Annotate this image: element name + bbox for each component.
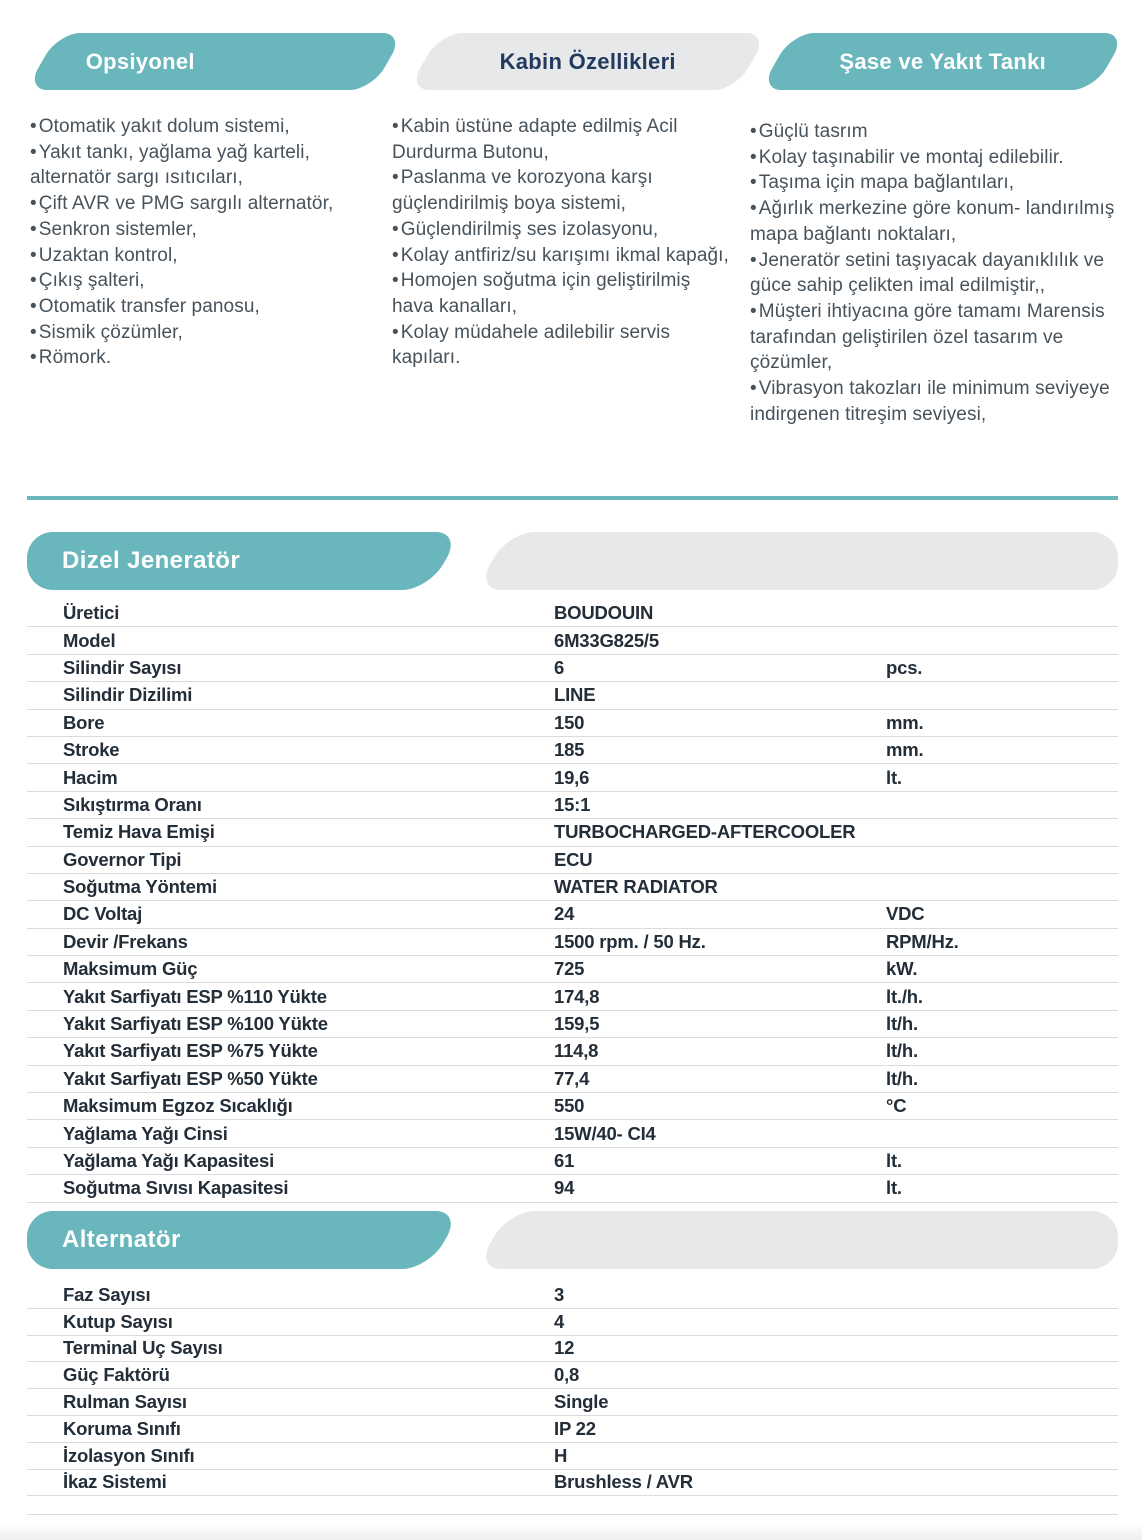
table-row (27, 847, 1118, 874)
table-row (27, 1470, 1118, 1497)
spec-label: Koruma Sınıfı (63, 1417, 181, 1439)
spec-value: 94 (554, 1177, 575, 1199)
table-row (27, 1148, 1118, 1175)
spec-label: Terminal Uç Sayısı (63, 1337, 223, 1359)
spec-unit: mm. (886, 739, 924, 761)
section-header-opsiyonel (26, 33, 405, 90)
list-item: • Kolay taşınabilir ve montaj edilebilir. (750, 145, 1124, 171)
list-item: • Müşteri ihtiyacına göre tamamı Marensis tarafından geliştirilen özel tasarım ve çözümler, (750, 299, 1124, 376)
table-row (27, 1038, 1118, 1065)
spec-value: LINE (554, 684, 596, 706)
table-row (27, 956, 1118, 983)
spec-unit: lt/h. (886, 1013, 918, 1035)
section-header-kabin-ozellikleri (408, 33, 769, 90)
table-row (27, 1336, 1118, 1363)
spec-label: DC Voltaj (63, 903, 143, 925)
spec-value: 114,8 (554, 1040, 599, 1062)
spec-value: Single (554, 1391, 609, 1413)
spec-value: 77,4 (554, 1067, 590, 1089)
list-item: • Senkron sistemler, (30, 217, 366, 243)
spec-label: Sıkıştırma Oranı (63, 793, 202, 815)
spec-value: Brushless / AVR (554, 1471, 693, 1493)
spec-unit: pcs. (886, 656, 923, 678)
section-header-sase-ve-yakit-tanki (760, 33, 1127, 90)
spec-label: Bore (63, 711, 105, 733)
section-title: Kabin Özellikleri (499, 48, 677, 74)
table-row (27, 1120, 1118, 1147)
list-item: • Homojen soğutma için geliştirilmiş hava kanalları, (392, 268, 734, 319)
spec-value: TURBOCHARGED-AFTERCOOLER (554, 821, 856, 843)
spec-label: İkaz Sistemi (63, 1471, 167, 1493)
list-item: • Çıkış şalteri, (30, 268, 366, 294)
table-row (27, 1011, 1118, 1038)
spec-unit: kW. (886, 958, 918, 980)
table-row (27, 710, 1118, 737)
banner-gray-shape (467, 532, 1118, 590)
spec-unit: RPM/Hz. (886, 930, 959, 952)
spec-table-alternator (27, 1282, 1118, 1496)
spec-label: Maksimum Güç (63, 958, 198, 980)
list-item: • Sismik çözümler, (30, 320, 366, 346)
spec-value: BOUDOUIN (554, 602, 654, 624)
spec-value: 550 (554, 1095, 585, 1117)
spec-unit: lt./h. (886, 985, 923, 1007)
spec-value: 6M33G825/5 (554, 629, 659, 651)
spec-unit: lt. (886, 1150, 902, 1171)
table-row (27, 901, 1118, 928)
spec-label: Yakıt Sarfiyatı ESP %100 Yükte (63, 1013, 328, 1035)
table-row (27, 1282, 1118, 1309)
list-item: • Güçlendirilmiş ses izolasyonu, (392, 217, 734, 243)
list-item: • Uzaktan kontrol, (30, 243, 366, 269)
spec-label: Hacim (63, 766, 118, 788)
table-row (27, 627, 1118, 654)
list-item: • Kabin üstüne adapte edilmiş Acil Durdurma Butonu, (392, 114, 734, 165)
table-row (27, 655, 1118, 682)
trailing-row-line (27, 1514, 1118, 1515)
spec-unit: lt/h. (886, 1067, 918, 1089)
spec-value: 725 (554, 958, 585, 980)
spec-label: Yağlama Yağı Kapasitesi (63, 1150, 275, 1171)
spec-value: WATER RADIATOR (554, 876, 718, 898)
spec-label: Model (63, 629, 116, 651)
table-banner-dizel-jenerator (27, 532, 1118, 590)
spec-label: Governor Tipi (63, 848, 182, 870)
section-title: Şase ve Yakıt Tankı (839, 48, 1047, 74)
feature-list-kabin-ozellikleri (392, 114, 734, 371)
spec-label: Stroke (63, 739, 120, 761)
list-item: • Vibrasyon takozları ile minimum seviyeye indirgenen titreşim seviyesi, (750, 376, 1124, 427)
table-row (27, 600, 1118, 627)
spec-label: Güç Faktörü (63, 1364, 170, 1386)
list-item: • Yakıt tankı, yağlama yağ karteli, alternatör sargı ısıtıcıları, (30, 140, 366, 191)
list-item: • Taşıma için mapa bağlantıları, (750, 170, 1124, 196)
feature-list-sase-ve-yakit-tanki (750, 119, 1124, 427)
spec-value: 19,6 (554, 766, 590, 788)
spec-label: Yakıt Sarfiyatı ESP %75 Yükte (63, 1040, 318, 1062)
spec-value: 24 (554, 903, 575, 925)
spec-value: 12 (554, 1337, 575, 1359)
list-item: • Jeneratör setini taşıyacak dayanıklılık ve güce sahip çelikten imal edilmiştir,, (750, 248, 1124, 299)
spec-label: İzolasyon Sınıfı (63, 1444, 195, 1466)
spec-value: 3 (554, 1283, 565, 1305)
spec-label: Temiz Hava Emişi (63, 821, 215, 843)
table-row (27, 1416, 1118, 1443)
list-item: • Ağırlık merkezine göre konum- landırılmış mapa bağlantı noktaları, (750, 196, 1124, 247)
list-item: • Paslanma ve korozyona karşı güçlendirilmiş boya sistemi, (392, 165, 734, 216)
spec-label: Kutup Sayısı (63, 1310, 173, 1332)
spec-value: 159,5 (554, 1013, 600, 1035)
spec-table-dizel-jenerator (27, 600, 1118, 1203)
list-item: • Çift AVR ve PMG sargılı alternatör, (30, 191, 366, 217)
table-row (27, 874, 1118, 901)
table-row (27, 1309, 1118, 1336)
spec-unit: VDC (886, 903, 925, 925)
spec-unit: lt. (886, 1177, 902, 1199)
section-divider (27, 496, 1118, 500)
spec-value: 15:1 (554, 793, 591, 815)
table-row (27, 792, 1118, 819)
spec-label: Yağlama Yağı Cinsi (63, 1122, 228, 1144)
spec-label: Soğutma Sıvısı Kapasitesi (63, 1177, 289, 1199)
spec-label: Üretici (63, 602, 120, 624)
list-item: • Kolay antfiriz/su karışımı ikmal kapağı, (392, 243, 734, 269)
spec-label: Silindir Sayısı (63, 656, 182, 678)
spec-unit: mm. (886, 711, 924, 733)
spec-unit: °C (886, 1095, 907, 1117)
table-row (27, 1443, 1118, 1470)
table-row (27, 819, 1118, 846)
spec-label: Faz Sayısı (63, 1283, 151, 1305)
table-row (27, 983, 1118, 1010)
table-banner-alternator (27, 1211, 1118, 1269)
feature-list-opsiyonel (30, 114, 366, 371)
spec-label: Devir /Frekans (63, 930, 188, 952)
spec-label: Yakıt Sarfiyatı ESP %110 Yükte (63, 985, 327, 1007)
spec-value: 15W/40- CI4 (554, 1122, 656, 1144)
spec-label: Maksimum Egzoz Sıcaklığı (63, 1095, 293, 1117)
list-item: • Otomatik yakıt dolum sistemi, (30, 114, 366, 140)
spec-value: 150 (554, 711, 585, 733)
spec-value: IP 22 (554, 1417, 596, 1439)
list-item: • Kolay müdahele adilebilir servis kapıları. (392, 320, 734, 371)
spec-label: Silindir Dizilimi (63, 684, 193, 706)
spec-value: H (554, 1444, 568, 1466)
spec-value: 1500 rpm. / 50 Hz. (554, 930, 706, 952)
spec-value: 4 (554, 1310, 565, 1332)
list-item: • Römork. (30, 345, 366, 371)
table-row (27, 1175, 1118, 1202)
spec-value: 0,8 (554, 1364, 580, 1386)
table-row (27, 1362, 1118, 1389)
table-row (27, 1066, 1118, 1093)
spec-unit: lt. (886, 766, 902, 788)
table-title: Dizel Jeneratör (62, 547, 241, 574)
spec-value: 185 (554, 739, 585, 761)
spec-value: ECU (554, 848, 593, 870)
section-title: Opsiyonel (86, 48, 196, 74)
spec-value: 174,8 (554, 985, 600, 1007)
table-row (27, 764, 1118, 791)
spec-unit: lt/h. (886, 1040, 918, 1062)
table-title: Alternatör (62, 1226, 181, 1253)
spec-label: Yakıt Sarfiyatı ESP %50 Yükte (63, 1067, 318, 1089)
table-row (27, 682, 1118, 709)
table-row (27, 737, 1118, 764)
spec-value: 6 (554, 656, 565, 678)
page-footer-band (0, 1524, 1142, 1540)
spec-label: Rulman Sayısı (63, 1391, 187, 1413)
spec-label: Soğutma Yöntemi (63, 876, 217, 898)
table-row (27, 1093, 1118, 1120)
banner-gray-shape (467, 1211, 1118, 1269)
table-row (27, 929, 1118, 956)
table-row (27, 1389, 1118, 1416)
spec-value: 61 (554, 1150, 575, 1171)
list-item: • Otomatik transfer panosu, (30, 294, 366, 320)
list-item: • Güçlü tasrım (750, 119, 1124, 145)
